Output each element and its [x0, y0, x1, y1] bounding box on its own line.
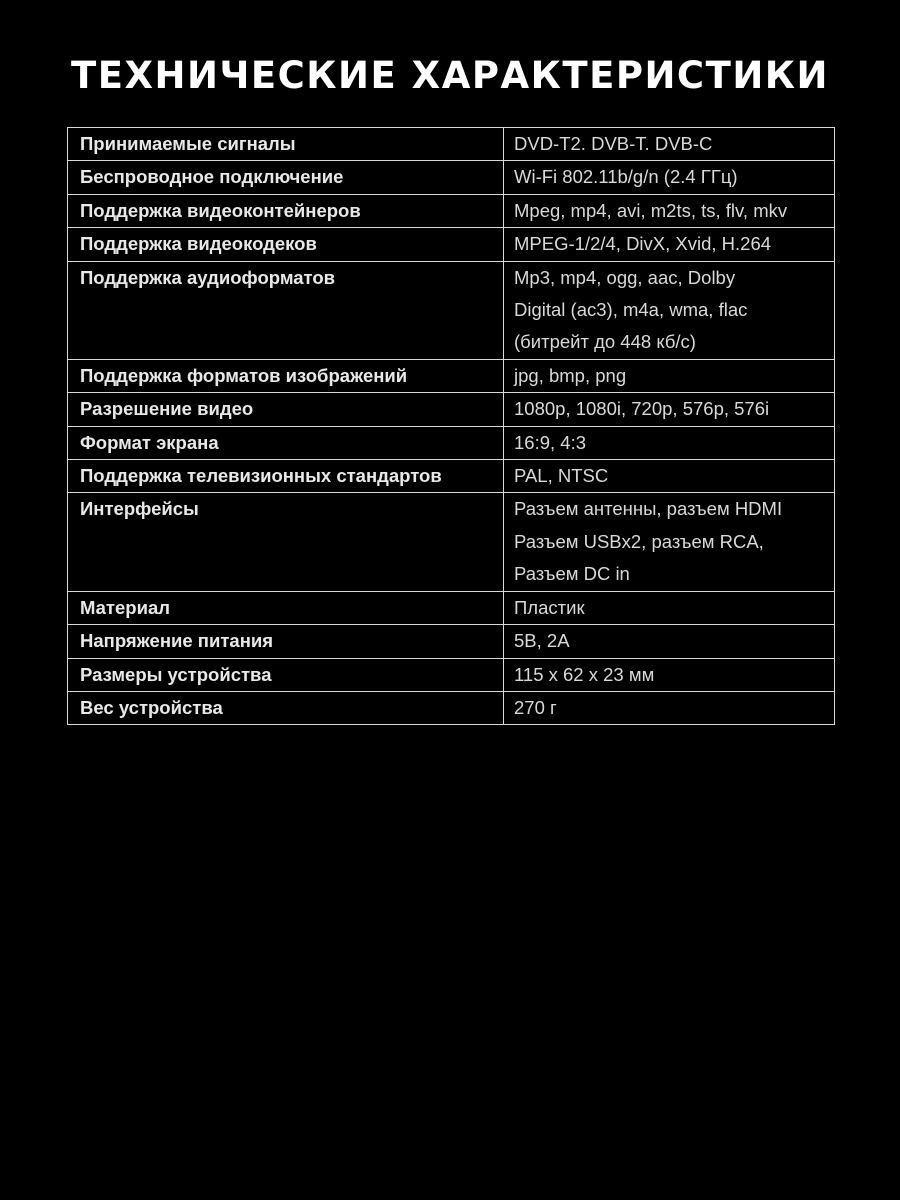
spec-param-label: Размеры устройства [68, 658, 504, 691]
spec-param-label: Поддержка аудиоформатов [68, 261, 504, 359]
spec-value-cell [504, 691, 835, 724]
spec-row [68, 591, 835, 624]
spec-value-line: 5В, 2А [514, 630, 570, 652]
spec-param-label: Разрешение видео [68, 393, 504, 426]
specs-table-body [68, 128, 835, 725]
spec-value-line: Разъем антенны, разъем HDMI [514, 498, 783, 520]
spec-value-line: Разъем DC in [514, 563, 630, 585]
spec-value-line: DVD-T2. DVB-T. DVB-C [514, 133, 713, 154]
spec-value-line: Wi-Fi 802.11b/g/n (2.4 ГГц) [514, 166, 738, 188]
spec-row [68, 228, 835, 261]
spec-param-label: Вес устройства [68, 691, 504, 724]
spec-value-cell [504, 658, 835, 691]
spec-value-line: jpg, bmp, png [514, 364, 627, 386]
spec-row [68, 493, 835, 591]
spec-value-cell [504, 426, 835, 459]
spec-row [68, 161, 835, 194]
spec-value-cell [504, 393, 835, 426]
spec-row [68, 393, 835, 426]
spec-value-line: 115 х 62 х 23 мм [514, 663, 655, 685]
spec-param-label: Поддержка телевизионных стандартов [68, 460, 504, 493]
spec-row [68, 128, 835, 161]
spec-param-label: Поддержка видеоконтейнеров [68, 194, 504, 227]
spec-row [68, 625, 835, 658]
spec-value-cell [504, 128, 835, 161]
spec-value-line: Пластик [514, 596, 585, 618]
spec-value-line: Digital (ac3), m4a, wma, flac [514, 299, 748, 321]
specs-table [67, 127, 835, 725]
spec-value-line: Mp3, mp4, ogg, aac, Dolby [514, 266, 736, 288]
spec-value-line: Mpeg, mp4, avi, m2ts, ts, flv, mkv [514, 199, 788, 221]
spec-param-label: Материал [68, 591, 504, 624]
spec-value-cell [504, 161, 835, 194]
spec-value-line: PAL, NTSC [514, 465, 609, 487]
spec-value-line: 270 г [514, 696, 557, 718]
spec-row [68, 261, 835, 359]
spec-row [68, 691, 835, 724]
spec-param-label: Поддержка форматов изображений [68, 359, 504, 392]
spec-value-cell [504, 261, 835, 359]
spec-value-line: (битрейт до 448 кб/с) [514, 331, 696, 353]
spec-value-line: MPEG-1/2/4, DivX, Xvid, H.264 [514, 233, 772, 255]
spec-param-label: Поддержка видеокодеков [68, 228, 504, 261]
spec-param-label: Напряжение питания [68, 625, 504, 658]
spec-row [68, 426, 835, 459]
spec-value-line: 16:9, 4:3 [514, 431, 587, 453]
spec-param-label: Формат экрана [68, 426, 504, 459]
spec-row [68, 460, 835, 493]
spec-row [68, 194, 835, 227]
spec-value-cell [504, 493, 835, 591]
spec-row [68, 359, 835, 392]
spec-param-label: Беспроводное подключение [68, 161, 504, 194]
spec-param-label: Принимаемые сигналы [68, 128, 504, 161]
page-title: ТЕХНИЧЕСКИЕ ХАРАКТЕРИСТИКИ [71, 54, 829, 97]
spec-row [68, 658, 835, 691]
spec-value-cell [504, 194, 835, 227]
spec-value-line: Разъем USBx2, разъем RCA, [514, 530, 764, 552]
spec-value-cell [504, 625, 835, 658]
spec-value-line: 1080p, 1080i, 720p, 576p, 576i [514, 398, 770, 420]
spec-value-cell [504, 591, 835, 624]
spec-value-cell [504, 228, 835, 261]
spec-param-label: Интерфейсы [68, 493, 504, 591]
spec-value-cell [504, 460, 835, 493]
spec-value-cell [504, 359, 835, 392]
